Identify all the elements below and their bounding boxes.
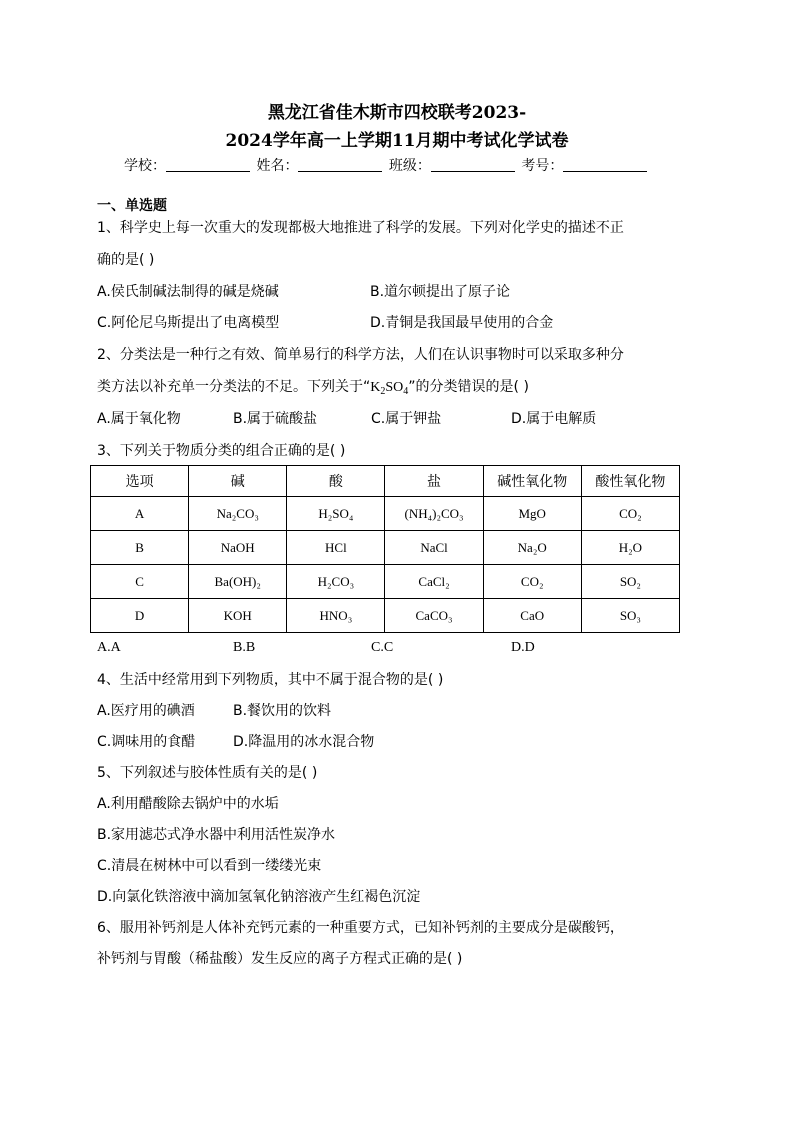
q1-option-d: D.青铜是我国最早使用的合金 — [370, 315, 554, 331]
exam-title-line-2: 2024学年高一上学期11月期中考试化学试卷 — [225, 131, 569, 151]
table-cell: A — [91, 497, 189, 531]
q4-option-a: A.医疗用的碘酒 — [97, 703, 195, 719]
table-cell: CO₂ — [483, 565, 581, 599]
q1-stem-line-1: 1、科学史上每一次重大的发现都极大地推进了科学的发展。下列对化学史的描述不正 — [97, 220, 624, 236]
q2-formula: $K_2SO_4$ — [370, 380, 409, 397]
table-cell: KOH — [189, 599, 287, 633]
q3-option-c: C.C — [371, 640, 394, 655]
table-cell: H₂O — [581, 531, 679, 565]
table-cell: HNO₃ — [287, 599, 385, 633]
table-cell: NaCl — [385, 531, 483, 565]
q5-option-a: A.利用醋酸除去锅炉中的水垢 — [97, 796, 279, 812]
q1-option-c: C.阿伦尼乌斯提出了电离模型 — [97, 315, 280, 331]
header-base: 碱 — [189, 466, 287, 497]
q3-option-d: D.D — [511, 640, 535, 655]
q2-option-c: C.属于钾盐 — [371, 411, 442, 427]
table-cell: H₂CO₃ — [287, 565, 385, 599]
table-cell: HCl — [287, 531, 385, 565]
table-row — [91, 531, 680, 565]
table-cell: B — [91, 531, 189, 565]
q1-option-b: B.道尔顿提出了原子论 — [370, 284, 511, 300]
q4-option-c: C.调味用的食醋 — [97, 734, 196, 750]
class-blank — [431, 157, 515, 172]
q2-stem-line-2 — [97, 376, 529, 397]
header-acid: 酸 — [287, 466, 385, 497]
q3-stem: 3、下列关于物质分类的组合正确的是( ) — [97, 443, 346, 459]
table-row — [91, 497, 680, 531]
q4-option-d: D.降温用的冰水混合物 — [233, 734, 375, 750]
header-basic-oxide: 碱性氧化物 — [483, 466, 581, 497]
table-cell: C — [91, 565, 189, 599]
table-header-row — [91, 466, 680, 497]
table-row — [91, 599, 680, 633]
q4-option-b: B.餐饮用的饮料 — [233, 703, 332, 719]
q5-option-c: C.清晨在树林中可以看到一缕缕光束 — [97, 858, 322, 874]
table-row — [91, 565, 680, 599]
table-cell: MgO — [483, 497, 581, 531]
table-cell: SO₂ — [581, 565, 679, 599]
exam-title-line-1: 黑龙江省佳木斯市四校联考2023- — [267, 103, 527, 123]
q2-stem-post: ”的分类错误的是( ) — [408, 379, 529, 395]
table-cell: SO₃ — [581, 599, 679, 633]
q2-option-b: B.属于硫酸盐 — [233, 411, 318, 427]
q3-option-b: B.B — [233, 640, 256, 655]
table-cell: CaO — [483, 599, 581, 633]
table-cell: CaCl₂ — [385, 565, 483, 599]
q5-option-b: B.家用滤芯式净水器中利用活性炭净水 — [97, 827, 336, 843]
q2-stem-pre: 类方法以补充单一分类法的不足。下列关于“ — [97, 379, 371, 395]
header-salt: 盐 — [385, 466, 483, 497]
table-cell: Ba(OH)₂ — [189, 565, 287, 599]
table-cell: (NH₄)₂CO₃ — [385, 497, 483, 531]
table-cell: Na₂CO₃ — [189, 497, 287, 531]
q6-stem-line-1: 6、服用补钙剂是人体补充钙元素的一种重要方式，已知补钙剂的主要成分是碳酸钙， — [97, 920, 624, 936]
exam-number-label: 考号： — [521, 158, 564, 174]
q6-stem-line-2: 补钙剂与胃酸（稀盐酸）发生反应的离子方程式正确的是( ) — [97, 951, 463, 967]
q5-option-d: D.向氯化铁溶液中滴加氢氧化钠溶液产生红褐色沉淀 — [97, 889, 421, 905]
exam-number-blank — [563, 157, 647, 172]
table-cell: H₂SO₄ — [287, 497, 385, 531]
school-label: 学校： — [124, 158, 166, 174]
name-label: 姓名： — [256, 158, 299, 174]
table-cell: D — [91, 599, 189, 633]
header-acidic-oxide: 酸性氧化物 — [581, 466, 679, 497]
section-title: 一、单选题 — [97, 198, 167, 214]
classification-table — [90, 465, 680, 633]
school-blank — [166, 157, 250, 172]
q2-stem-line-1: 2、分类法是一种行之有效、简单易行的科学方法，人们在认识事物时可以采取多种分 — [97, 347, 624, 363]
q1-option-a: A.侯氏制碱法制得的碱是烧碱 — [97, 284, 279, 300]
q2-option-d: D.属于电解质 — [511, 411, 597, 427]
table-cell: CO₂ — [581, 497, 679, 531]
q2-option-a: A.属于氧化物 — [97, 411, 181, 427]
table-cell: CaCO₃ — [385, 599, 483, 633]
header-option: 选项 — [91, 466, 189, 497]
name-blank — [298, 157, 382, 172]
q1-stem-line-2: 确的是( ) — [97, 252, 155, 268]
q4-stem: 4、生活中经常用到下列物质，其中不属于混合物的是( ) — [97, 672, 444, 688]
class-label: 班级： — [388, 158, 431, 174]
q5-stem: 5、下列叙述与胶体性质有关的是( ) — [97, 765, 318, 781]
student-info-row — [124, 155, 649, 175]
q3-option-a: A.A — [97, 640, 121, 655]
table-cell: NaOH — [189, 531, 287, 565]
table-cell: Na₂O — [483, 531, 581, 565]
